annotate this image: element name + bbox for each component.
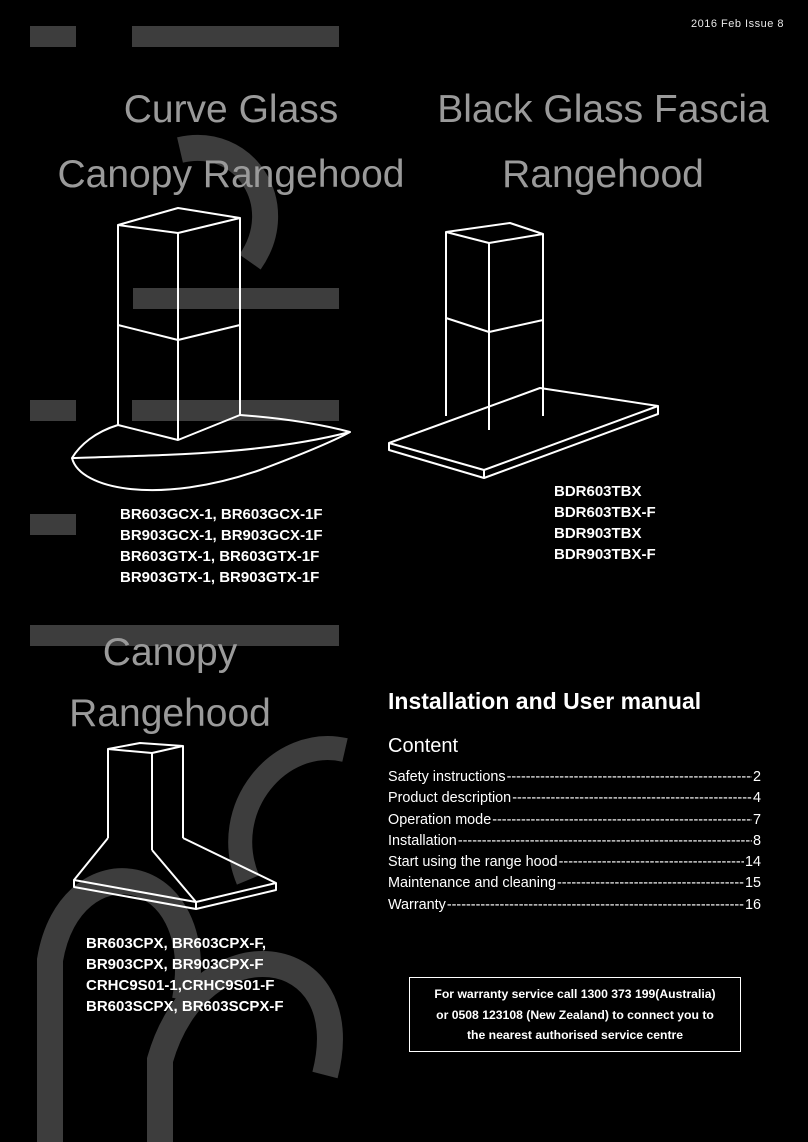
toc-page: 16 <box>744 896 761 913</box>
black-title-line2: Rangehood <box>502 153 704 196</box>
toc-page: 14 <box>744 854 761 871</box>
model-number: BDR903TBX-F <box>554 546 656 563</box>
toc-leader <box>559 852 744 873</box>
curve-title-line1: Curve Glass <box>123 88 339 131</box>
black-model-list <box>554 481 656 565</box>
toc-page: 7 <box>752 811 761 828</box>
toc-page: 15 <box>744 875 761 892</box>
warranty-notice <box>409 977 741 1052</box>
model-number: BR903CPX, BR903CPX-F <box>86 956 264 973</box>
model-number: BDR603TBX-F <box>554 504 656 521</box>
model-number: BR903GTX-1, BR903GTX-1F <box>120 569 320 586</box>
toc-label: Warranty <box>388 896 446 913</box>
toc-label: Product description <box>388 790 512 807</box>
toc-label: Safety instructions <box>388 769 506 785</box>
toc-page: 2 <box>752 769 761 785</box>
model-number: BR603CPX, BR603CPX-F, <box>86 935 267 952</box>
toc-item[interactable] <box>388 852 761 873</box>
model-number: CRHC9S01-1,CRHC9S01-F <box>86 977 275 994</box>
toc-leader <box>492 810 752 831</box>
toc-leader <box>458 831 752 852</box>
black-title-line1: Black Glass Fascia <box>437 88 769 131</box>
toc-label: Maintenance and cleaning <box>388 875 557 892</box>
warranty-line: the nearest authorised service centre <box>466 1028 684 1042</box>
issue-label: 2016 Feb Issue 8 <box>690 18 784 30</box>
curve-model-list <box>120 504 323 588</box>
model-number: BDR603TBX <box>554 483 642 500</box>
toc-page: 4 <box>752 790 761 807</box>
toc-label: Installation <box>388 832 457 849</box>
model-number: BDR903TBX <box>554 525 642 542</box>
toc-label: Start using the range hood <box>388 854 558 871</box>
model-number: BR903GCX-1, BR903GCX-1F <box>120 527 323 544</box>
toc-item[interactable] <box>388 895 761 916</box>
warranty-line: For warranty service call 1300 373 199(Australia) <box>434 987 716 1001</box>
toc-leader <box>507 767 752 788</box>
toc-item[interactable] <box>388 831 761 852</box>
toc-item[interactable] <box>388 810 761 831</box>
toc-leader <box>557 873 744 894</box>
table-of-contents <box>388 767 761 916</box>
canopy-title-line1: Canopy <box>102 631 238 674</box>
canopy-model-list <box>86 933 284 1017</box>
model-number: BR603GTX-1, BR603GTX-1F <box>120 548 320 565</box>
canopy-rangehood-icon <box>74 743 276 909</box>
content-heading: Content <box>388 735 459 757</box>
curve-title-line2: Canopy Rangehood <box>57 153 405 196</box>
toc-leader <box>447 895 744 916</box>
warranty-line: or 0508 123108 (New Zealand) to connect you to <box>436 1007 714 1022</box>
toc-page: 8 <box>752 832 761 849</box>
toc-label: Operation mode <box>388 811 492 828</box>
manual-title: Installation and User manual <box>388 688 702 714</box>
model-number: BR603SCPX, BR603SCPX-F <box>86 998 284 1015</box>
canopy-title-line2: Rangehood <box>69 692 271 735</box>
curve-glass-rangehood-icon <box>72 208 350 490</box>
toc-leader <box>512 788 752 809</box>
toc-item[interactable] <box>388 788 761 809</box>
toc-item[interactable] <box>388 873 761 894</box>
black-glass-rangehood-icon <box>389 223 658 478</box>
model-number: BR603GCX-1, BR603GCX-1F <box>120 506 323 523</box>
toc-item[interactable] <box>388 767 761 788</box>
